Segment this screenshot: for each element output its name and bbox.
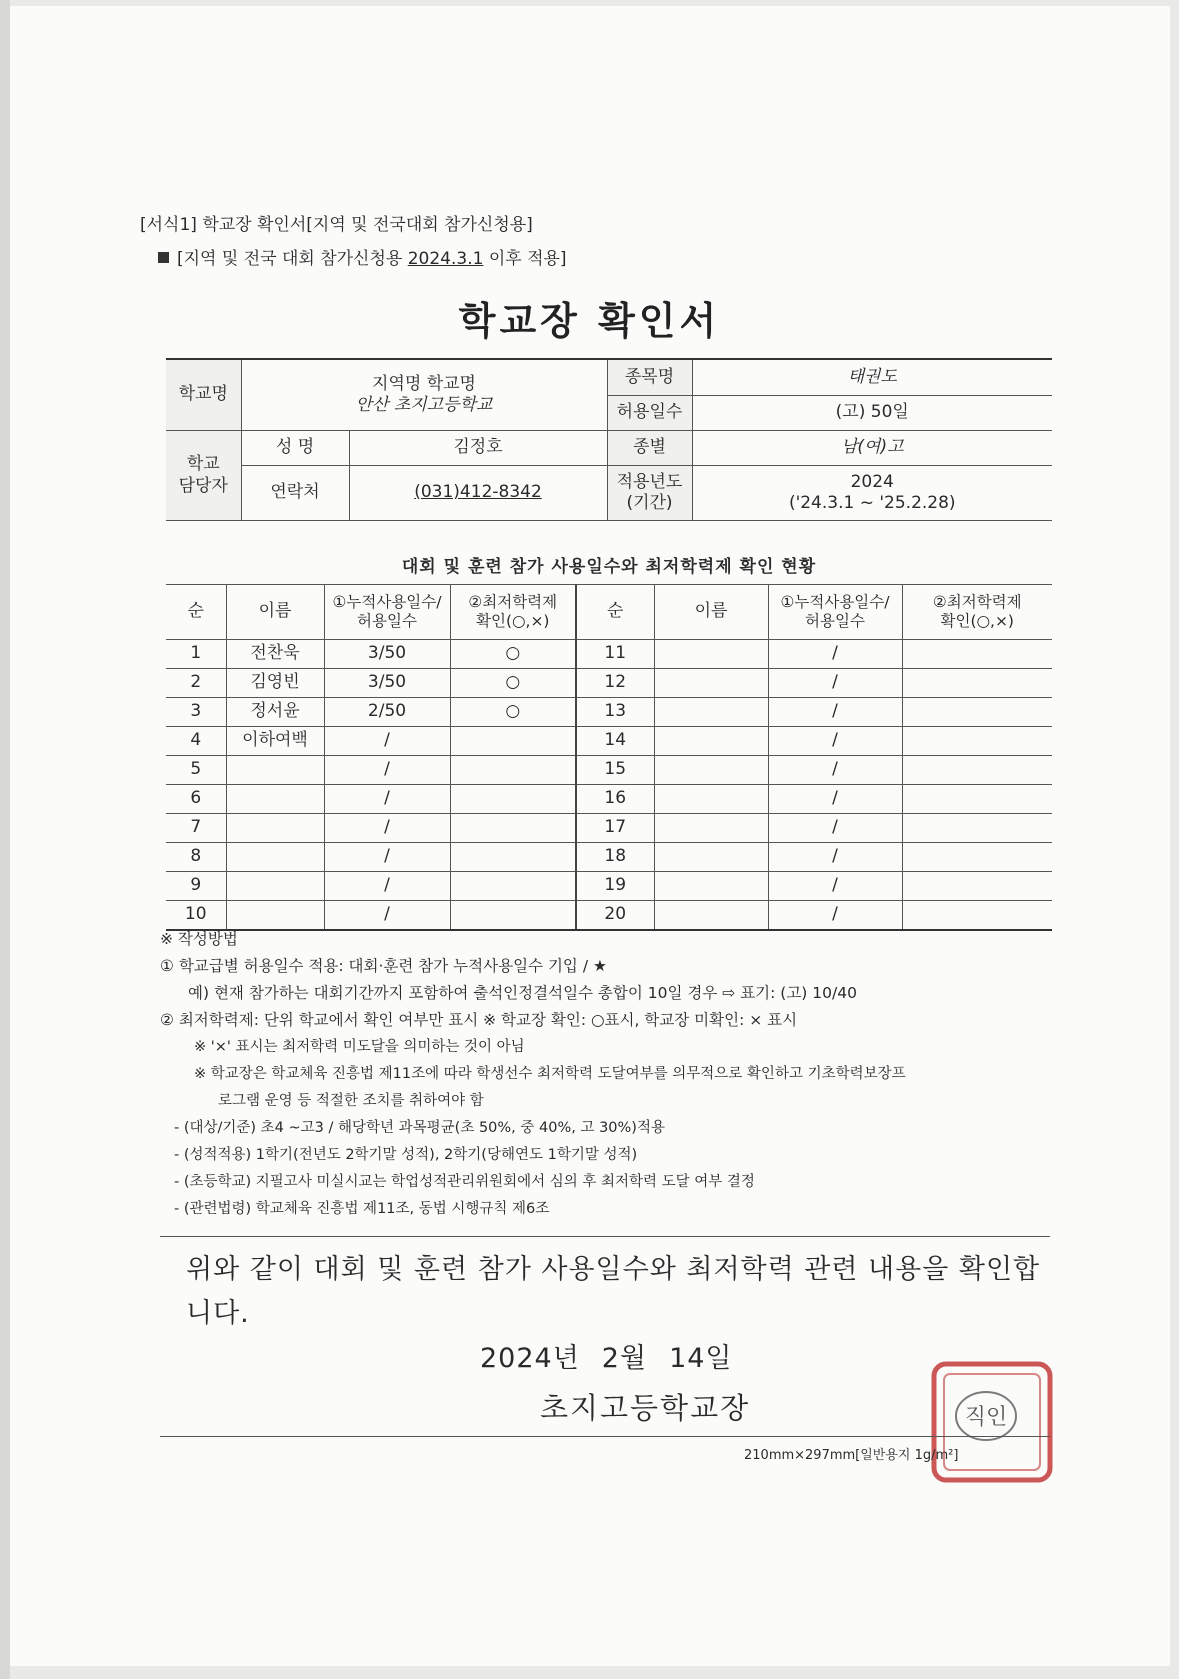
row-days: / — [324, 872, 450, 901]
row-days-right: / — [768, 872, 902, 901]
square-bullet-icon — [158, 252, 169, 263]
note-2-b: ※ 학교장은 학교체육 진흥법 제11조에 따라 학생선수 최저학력 도달여부를 의무적으로 확인하고 기초학력보장프 — [194, 1066, 906, 1082]
row-no: 4 — [166, 727, 226, 756]
detail-4: - (관련법령) 학교체육 진흥법 제11조, 동법 시행규칙 제6조 — [174, 1201, 550, 1217]
row-name-right — [654, 727, 768, 756]
row-days: / — [324, 727, 450, 756]
row-no-right: 18 — [576, 843, 654, 872]
date-month: 2월 — [601, 1343, 648, 1374]
allowed-label: 허용일수 — [607, 395, 692, 431]
row-check — [450, 727, 576, 756]
row-name: 전찬욱 — [226, 640, 324, 669]
row-no: 3 — [166, 698, 226, 727]
header-no-right: 순 — [576, 585, 654, 640]
form-sub-label — [158, 244, 567, 269]
table-row — [166, 698, 1052, 727]
instructions — [160, 926, 1060, 1223]
sub-label-date: 2024.3.1 — [407, 249, 484, 269]
row-days-right: / — [768, 727, 902, 756]
seal-text: 직인 — [964, 1405, 1008, 1430]
row-no: 2 — [166, 669, 226, 698]
row-name — [226, 843, 324, 872]
row-name: 김영빈 — [226, 669, 324, 698]
table-row — [166, 640, 1052, 669]
row-days-right: / — [768, 756, 902, 785]
row-name — [226, 785, 324, 814]
manager-label: 학교 담당자 — [166, 431, 241, 521]
year-label: 적용년도 (기간) — [607, 466, 692, 521]
header-academic-right: ②최저학력제 확인(○,×) — [902, 585, 1052, 640]
row-no: 1 — [166, 640, 226, 669]
school-cell — [241, 359, 607, 431]
row-check-right — [902, 698, 1052, 727]
row-no-right: 13 — [576, 698, 654, 727]
school-value: 안산 초지고등학교 — [355, 395, 493, 415]
year-cell — [692, 466, 1052, 521]
table-row — [166, 669, 1052, 698]
year-value: 2024 — [850, 471, 894, 492]
sub-label-prefix: [지역 및 전국 대회 참가신청용 — [177, 249, 403, 269]
header-no: 순 — [166, 585, 226, 640]
header-name: 이름 — [226, 585, 324, 640]
table-row — [166, 756, 1052, 785]
row-name-right — [654, 785, 768, 814]
row-no: 9 — [166, 872, 226, 901]
event-value: 태권도 — [692, 359, 1052, 395]
contact-value: (031)412-8342 — [414, 482, 542, 503]
row-no: 6 — [166, 785, 226, 814]
row-name: 이하여백 — [226, 727, 324, 756]
row-days-right: / — [768, 785, 902, 814]
row-check — [450, 756, 576, 785]
name-label: 성 명 — [241, 431, 349, 466]
row-check-right — [902, 872, 1052, 901]
table-row — [166, 727, 1052, 756]
divider-top — [160, 1236, 1050, 1237]
row-days-right: / — [768, 698, 902, 727]
detail-3: - (초등학교) 지필고사 미실시교는 학업성적관리위원회에서 심의 후 최저학력 도달 여부 결정 — [174, 1174, 755, 1190]
row-name-right — [654, 698, 768, 727]
row-days-right: / — [768, 640, 902, 669]
row-check — [450, 785, 576, 814]
row-name-right — [654, 843, 768, 872]
table-row — [166, 872, 1052, 901]
row-name — [226, 756, 324, 785]
page-title: 학교장 확인서 — [458, 299, 721, 343]
info-table — [166, 358, 1052, 521]
row-name — [226, 872, 324, 901]
row-days: / — [324, 901, 450, 931]
row-name-right — [654, 872, 768, 901]
row-no: 7 — [166, 814, 226, 843]
date-year: 2024년 — [480, 1343, 580, 1374]
confirm-statement: 위와 같이 대회 및 훈련 참가 사용일수와 최저학력 관련 내용을 확인합니다. — [186, 1254, 1041, 1329]
header-name-right: 이름 — [654, 585, 768, 640]
row-no: 5 — [166, 756, 226, 785]
header-days: ①누적사용일수/ 허용일수 — [324, 585, 450, 640]
row-check: ○ — [450, 640, 576, 669]
header-academic: ②최저학력제 확인(○,×) — [450, 585, 576, 640]
row-days: / — [324, 756, 450, 785]
table-row — [166, 814, 1052, 843]
row-days-right: / — [768, 814, 902, 843]
school-label: 학교명 — [166, 359, 241, 431]
row-check — [450, 872, 576, 901]
detail-1: - (대상/기준) 초4 ~고3 / 해당학년 과목평균(초 50%, 중 40%, 고 30%)적용 — [174, 1120, 665, 1136]
row-no-right: 15 — [576, 756, 654, 785]
row-name: 정서윤 — [226, 698, 324, 727]
form-label: [서식1] 학교장 확인서[지역 및 전국대회 참가신청용] — [140, 215, 533, 235]
divider-bottom — [160, 1436, 1050, 1437]
participation-caption: 대회 및 훈련 참가 사용일수와 최저학력제 확인 현황 — [166, 552, 1052, 585]
row-check-right — [902, 843, 1052, 872]
row-name-right — [654, 640, 768, 669]
row-name-right — [654, 756, 768, 785]
row-name — [226, 814, 324, 843]
row-no: 8 — [166, 843, 226, 872]
note-2-b2: 로그램 운영 등 적절한 조치를 취하여야 함 — [218, 1093, 484, 1109]
row-name-right — [654, 669, 768, 698]
row-check-right — [902, 814, 1052, 843]
contact-label: 연락처 — [241, 466, 349, 521]
row-name-right — [654, 814, 768, 843]
row-days: 2/50 — [324, 698, 450, 727]
row-check — [450, 843, 576, 872]
row-no-right: 14 — [576, 727, 654, 756]
row-check-right — [902, 727, 1052, 756]
period-value: ('24.3.1 ~ '25.2.28) — [788, 493, 956, 513]
note-1-example: 예) 현재 참가하는 대회기간까지 포함하여 출석인정결석일수 총합이 10일 경우 ⇨ 표기: (고) 10/40 — [188, 984, 857, 1002]
row-no-right: 11 — [576, 640, 654, 669]
note-2: ② 최저학력제: 단위 학교에서 확인 여부만 표시 ※ 학교장 확인: ○표시, 학교장 미확인: × 표시 — [160, 1011, 798, 1029]
row-days: 3/50 — [324, 669, 450, 698]
event-label: 종목명 — [607, 359, 692, 395]
note-1: ① 학교급별 허용일수 적용: 대회·훈련 참가 누적사용일수 기입 / ★ — [160, 957, 607, 975]
row-check-right — [902, 756, 1052, 785]
row-no-right: 17 — [576, 814, 654, 843]
principal-title: 초지고등학교장 — [540, 1391, 751, 1425]
row-days-right: / — [768, 843, 902, 872]
name-value: 김정호 — [349, 431, 607, 466]
row-days-right: / — [768, 901, 902, 931]
notes-heading: ※ 작성방법 — [160, 930, 238, 948]
row-check: ○ — [450, 669, 576, 698]
scan-edge — [0, 0, 10, 1679]
row-no-right: 19 — [576, 872, 654, 901]
sub-label-suffix: 이후 적용] — [488, 249, 567, 269]
participation-table — [166, 552, 1052, 931]
row-no-right: 12 — [576, 669, 654, 698]
row-no: 10 — [166, 901, 226, 931]
row-no-right: 20 — [576, 901, 654, 931]
school-caption: 지역명 학교명 — [372, 373, 476, 394]
row-no-right: 16 — [576, 785, 654, 814]
table-row — [166, 843, 1052, 872]
row-days: 3/50 — [324, 640, 450, 669]
row-check-right — [902, 669, 1052, 698]
gender-label: 종별 — [607, 431, 692, 466]
row-days: / — [324, 785, 450, 814]
table-row — [166, 785, 1052, 814]
gender-value: 남(여)고 — [692, 431, 1052, 466]
row-check-right — [902, 640, 1052, 669]
paper-size-note: 210mm×297mm[일반용지 1g/m²] — [744, 1448, 959, 1463]
row-days: / — [324, 843, 450, 872]
detail-2: - (성적적용) 1학기(전년도 2학기말 성적), 2학기(당해연도 1학기말 성적) — [174, 1147, 638, 1163]
note-2-a: ※ '×' 표시는 최저학력 미도달을 의미하는 것이 아님 — [194, 1039, 525, 1055]
row-days: / — [324, 814, 450, 843]
row-check — [450, 814, 576, 843]
row-check: ○ — [450, 698, 576, 727]
official-seal-icon — [930, 1360, 1054, 1484]
row-days-right: / — [768, 669, 902, 698]
contact-cell — [349, 466, 607, 521]
header-days-right: ①누적사용일수/ 허용일수 — [768, 585, 902, 640]
allowed-value: (고) 50일 — [692, 395, 1052, 431]
issue-date — [480, 1336, 755, 1375]
row-check-right — [902, 785, 1052, 814]
date-day: 14일 — [669, 1343, 733, 1374]
